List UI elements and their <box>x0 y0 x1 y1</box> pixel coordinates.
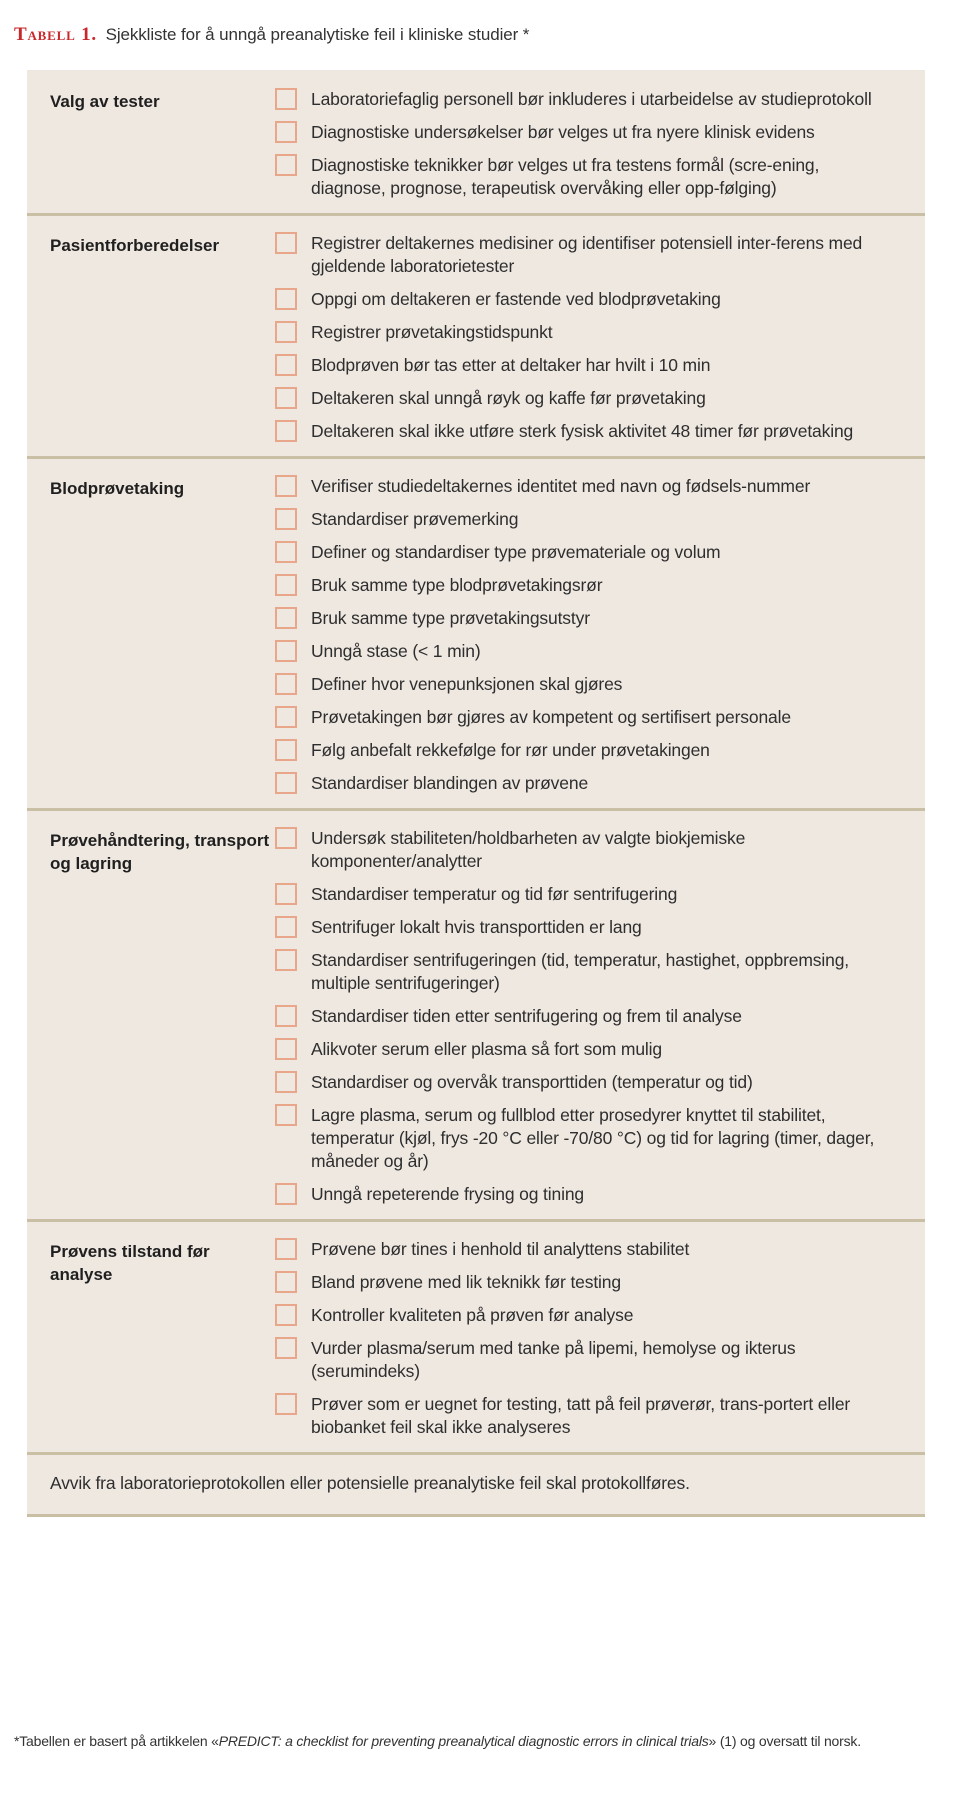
checklist-item-text: Alikvoter serum eller plasma så fort som mulig <box>311 1039 662 1059</box>
footnote-article-title: PREDICT: a checklist for preventing preanalytical diagnostic errors in clinical trials <box>218 1733 709 1749</box>
checkbox[interactable] <box>275 827 297 849</box>
checklist-item <box>275 574 885 597</box>
checkbox[interactable] <box>275 772 297 794</box>
checklist-item-text: Prøvene bør tines i henhold til analyttens stabilitet <box>311 1239 690 1259</box>
checklist-item <box>275 739 885 762</box>
section-items <box>275 1238 925 1439</box>
section-title: Prøvehåndtering, transport og lagring <box>50 831 270 873</box>
checklist-section <box>27 1219 925 1452</box>
section-title: Blodprøvetaking <box>50 479 185 498</box>
checklist-item <box>275 607 885 630</box>
checklist-item <box>275 88 885 111</box>
footnote-prefix: *Tabellen er basert på artikkelen « <box>14 1733 219 1749</box>
checklist-item <box>275 772 885 795</box>
footnote <box>14 1730 944 1753</box>
checklist-item <box>275 1337 885 1383</box>
checklist-item <box>275 475 885 498</box>
checklist-item-text: Prøvetakingen bør gjøres av kompetent og sertifisert personale <box>311 707 791 727</box>
checklist-item <box>275 321 885 344</box>
checklist-item <box>275 387 885 410</box>
checkbox[interactable] <box>275 387 297 409</box>
checklist-item-text: Følg anbefalt rekkefølge for rør under prøvetakingen <box>311 740 710 760</box>
checklist-item <box>275 883 885 906</box>
checkbox[interactable] <box>275 232 297 254</box>
checklist-item <box>275 827 885 873</box>
section-title: Pasientforberedelser <box>50 236 220 255</box>
checklist-item <box>275 508 885 531</box>
checklist-item <box>275 640 885 663</box>
checklist-item-text: Standardiser prøvemerking <box>311 509 519 529</box>
checkbox[interactable] <box>275 706 297 728</box>
table-title: Sjekkliste for å unngå preanalytiske feil i kliniske studier * <box>105 25 530 44</box>
checkbox[interactable] <box>275 1271 297 1293</box>
checkbox[interactable] <box>275 739 297 761</box>
checkbox[interactable] <box>275 88 297 110</box>
checkbox[interactable] <box>275 1104 297 1126</box>
checklist-item-text: Laboratoriefaglig personell bør inkluderes i utarbeidelse av studieprotokoll <box>311 89 872 109</box>
checklist-item-text: Definer hvor venepunksjonen skal gjøres <box>311 674 623 694</box>
checklist-item <box>275 1183 885 1206</box>
checklist-item-text: Kontroller kvaliteten på prøven før analyse <box>311 1305 634 1325</box>
checklist-item <box>275 354 885 377</box>
checklist-item <box>275 232 885 278</box>
checkbox[interactable] <box>275 154 297 176</box>
checklist-item-text: Standardiser temperatur og tid før sentrifugering <box>311 884 678 904</box>
checkbox[interactable] <box>275 949 297 971</box>
checklist-item-text: Bruk samme type blodprøvetakingsrør <box>311 575 603 595</box>
checklist-item <box>275 1071 885 1094</box>
checklist-section <box>27 70 925 213</box>
checklist-item-text: Bland prøvene med lik teknikk før testing <box>311 1272 621 1292</box>
checklist-item <box>275 1104 885 1173</box>
checklist-section <box>27 213 925 456</box>
checkbox[interactable] <box>275 475 297 497</box>
table-label: Tabell 1. <box>14 24 97 45</box>
checklist-item <box>275 121 885 144</box>
checkbox[interactable] <box>275 420 297 442</box>
checkbox[interactable] <box>275 640 297 662</box>
sections-container <box>27 70 925 1452</box>
checklist-table <box>27 70 925 1517</box>
checklist-section <box>27 456 925 808</box>
checkbox[interactable] <box>275 1337 297 1359</box>
checklist-item-text: Lagre plasma, serum og fullblod etter prosedyrer knyttet til stabilitet, temperatur (kjøl, frys -20 °C eller -70/80 °C) og tid for lagring (timer, dager, måneder og år) <box>311 1105 875 1171</box>
checklist-item-text: Registrer deltakernes medisiner og identifiser potensiell inter-ferens med gjeldende laboratorietester <box>311 233 863 276</box>
checklist-item-text: Diagnostiske undersøkelser bør velges ut fra nyere klinisk evidens <box>311 122 815 142</box>
checkbox[interactable] <box>275 321 297 343</box>
checklist-item-text: Undersøk stabiliteten/holdbarheten av valgte biokjemiske komponenter/analytter <box>311 828 746 871</box>
checkbox[interactable] <box>275 1005 297 1027</box>
checklist-item-text: Unngå repeterende frysing og tining <box>311 1184 584 1204</box>
checklist-item-text: Oppgi om deltakeren er fastende ved blodprøvetaking <box>311 289 721 309</box>
checkbox[interactable] <box>275 1071 297 1093</box>
checklist-item-text: Standardiser blandingen av prøvene <box>311 773 589 793</box>
checklist-item <box>275 1238 885 1261</box>
checklist-item <box>275 706 885 729</box>
footnote-suffix: » (1) og oversatt til norsk. <box>708 1733 861 1749</box>
checkbox[interactable] <box>275 1238 297 1260</box>
checklist-item-text: Diagnostiske teknikker bør velges ut fra testens formål (scre-ening, diagnose, prognose, terapeutisk overvåking eller opp-følging) <box>311 155 820 198</box>
checkbox[interactable] <box>275 883 297 905</box>
section-items <box>275 475 925 795</box>
checklist-item <box>275 1005 885 1028</box>
checkbox[interactable] <box>275 1183 297 1205</box>
checklist-item-text: Deltakeren skal unngå røyk og kaffe før prøvetaking <box>311 388 706 408</box>
checklist-item-text: Standardiser og overvåk transporttiden (temperatur og tid) <box>311 1072 753 1092</box>
section-items <box>275 232 925 443</box>
checkbox[interactable] <box>275 607 297 629</box>
section-items <box>275 88 925 200</box>
checklist-item <box>275 288 885 311</box>
checklist-item <box>275 1393 885 1439</box>
final-note: Avvik fra laboratorieprotokollen eller potensielle preanalytiske feil skal protokollføres. <box>27 1452 925 1514</box>
checklist-item-text: Definer og standardiser type prøvemateriale og volum <box>311 542 721 562</box>
checkbox[interactable] <box>275 288 297 310</box>
checklist-item-text: Prøver som er uegnet for testing, tatt på feil prøverør, trans-portert eller biobanket feil skal ikke analyseres <box>311 1394 851 1437</box>
checklist-item <box>275 949 885 995</box>
checklist-item-text: Bruk samme type prøvetakingsutstyr <box>311 608 590 628</box>
checklist-item-text: Standardiser tiden etter sentrifugering og frem til analyse <box>311 1006 742 1026</box>
checklist-item-text: Vurder plasma/serum med tanke på lipemi, hemolyse og ikterus (serumindeks) <box>311 1338 796 1381</box>
checklist-item <box>275 1271 885 1294</box>
checklist-item-text: Unngå stase (< 1 min) <box>311 641 481 661</box>
section-title: Valg av tester <box>50 92 160 111</box>
checkbox[interactable] <box>275 541 297 563</box>
checklist-item-text: Sentrifuger lokalt hvis transporttiden er lang <box>311 917 642 937</box>
checkbox[interactable] <box>275 673 297 695</box>
section-items <box>275 827 925 1206</box>
checkbox[interactable] <box>275 916 297 938</box>
checklist-item-text: Deltakeren skal ikke utføre sterk fysisk aktivitet 48 timer før prøvetaking <box>311 421 854 441</box>
checklist-item <box>275 541 885 564</box>
checklist-item <box>275 420 885 443</box>
checklist-item <box>275 154 885 200</box>
checklist-item-text: Standardiser sentrifugeringen (tid, temperatur, hastighet, oppbremsing, multiple sentrifugeringer) <box>311 950 849 993</box>
checklist-item <box>275 1304 885 1327</box>
checkbox[interactable] <box>275 121 297 143</box>
checklist-item <box>275 673 885 696</box>
checkbox[interactable] <box>275 508 297 530</box>
checkbox[interactable] <box>275 1393 297 1415</box>
checklist-item-text: Blodprøven bør tas etter at deltaker har hvilt i 10 min <box>311 355 711 375</box>
table-caption <box>14 24 529 46</box>
checkbox[interactable] <box>275 1038 297 1060</box>
checklist-item <box>275 1038 885 1061</box>
checklist-item-text: Registrer prøvetakingstidspunkt <box>311 322 553 342</box>
checkbox[interactable] <box>275 574 297 596</box>
checkbox[interactable] <box>275 1304 297 1326</box>
checklist-item-text: Verifiser studiedeltakernes identitet med navn og fødsels-nummer <box>311 476 811 496</box>
checkbox[interactable] <box>275 354 297 376</box>
section-title: Prøvens tilstand før analyse <box>50 1242 210 1284</box>
checklist-item <box>275 916 885 939</box>
checklist-section <box>27 808 925 1219</box>
